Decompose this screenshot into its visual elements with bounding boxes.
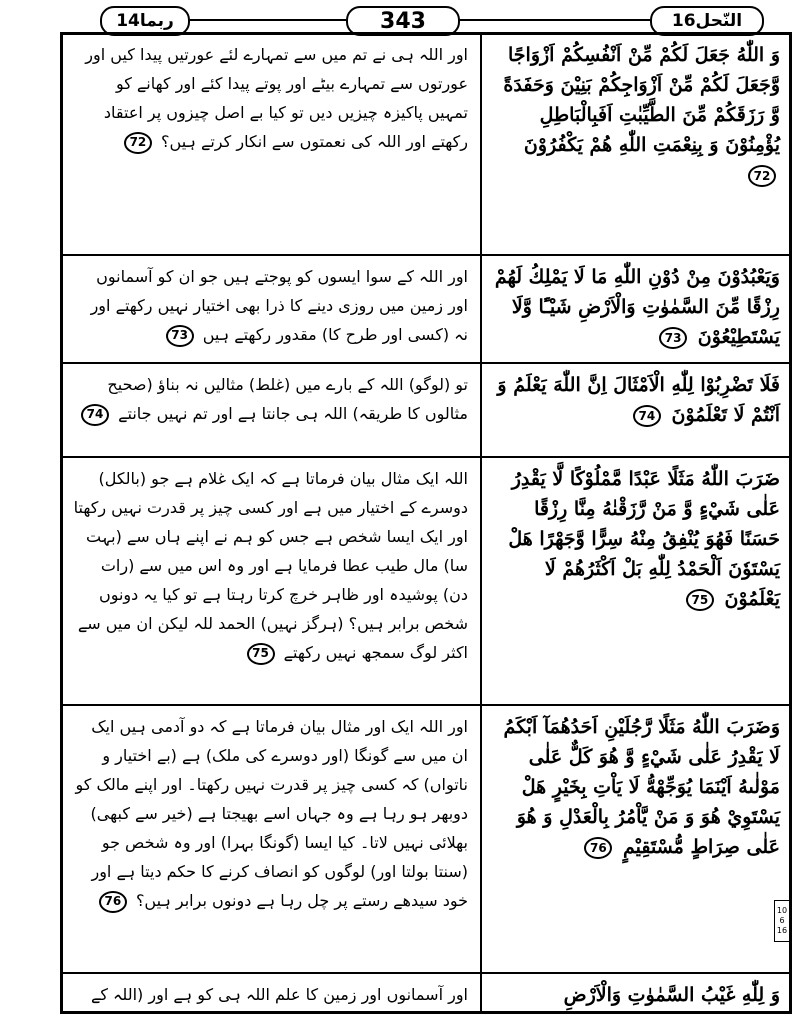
arabic-verse — [484, 706, 788, 972]
arabic-text: ضَرَبَ اللّٰهُ مَثَلًا عَبْدًا مَّمْلُوْكًا لَّا يَقْدِرُ عَلٰى شَيْءٍ وَّ مَنْ رَّزَقْنٰهُ مِنَّا رِزْقًا حَسَنًا فَهُوَ يُنْفِقُ مِنْهُ سِرًّا وَّجَهْرًا هَلْ يَسْتَوٗنَ اَلْحَمْدُ لِلّٰهِ بَلْ اَكْثَرُهُمْ لَا يَعْلَمُوْنَ — [508, 468, 780, 610]
ruku-marker-value: 10 — [776, 906, 788, 915]
surah-label: النّحل16 — [650, 6, 764, 36]
ayah-number: 74 — [633, 405, 661, 427]
arabic-verse — [484, 256, 788, 362]
arabic-text: وَ لِلّٰهِ غَيْبُ السَّمٰوٰتِ وَالْاَرْضِ — [563, 984, 780, 1006]
ruku-marker-value: 16 — [776, 926, 788, 935]
ayah-number: 74 — [81, 404, 109, 426]
para-label: ربما14 — [100, 6, 190, 36]
page-number: 343 — [346, 6, 460, 36]
urdu-text: اور آسمانوں اور زمین کا علم اللہ ہی کو ہے اور (اللہ کے — [90, 985, 468, 1004]
ayah-number: 73 — [659, 327, 687, 349]
ruku-marker — [774, 900, 790, 942]
urdu-text: اور اللہ کے سوا ایسوں کو پوجتے ہیں جو ان کو آسمانوں اور زمین میں روزی دینے کا ذرا بھی اختیار نہیں رکھتے اور نہ (کسی اور طرح کا) مقدور رکھتے ہیں — [90, 267, 468, 344]
ayah-number: 75 — [686, 589, 714, 611]
column-divider — [480, 32, 482, 1014]
urdu-translation — [64, 706, 478, 972]
urdu-translation — [64, 34, 478, 254]
urdu-translation — [64, 256, 478, 362]
ayah-number: 73 — [166, 325, 194, 347]
urdu-text: تو (لوگو) اللہ کے بارے میں (غلط) مثالیں نہ بناؤ (صحیح مثالوں کا طریقہ) اللہ ہی جانتا ہے اور تم نہیں جانتے — [107, 375, 468, 423]
arabic-verse — [484, 34, 788, 254]
arabic-text: وَيَعْبُدُوْنَ مِنْ دُوْنِ اللّٰهِ مَا لَا يَمْلِكُ لَهُمْ رِزْقًا مِّنَ السَّمٰوٰتِ وَالْاَرْضِ شَيْـًٔا وَّلَا يَسْتَطِيْعُوْنَ — [494, 266, 780, 348]
header-rule — [456, 19, 650, 21]
arabic-verse — [484, 458, 788, 704]
arabic-text: وَضَرَبَ اللّٰهُ مَثَلًا رَّجُلَيْنِ اَحَدُهُمَآ اَبْكَمُ لَا يَقْدِرُ عَلٰى شَيْءٍ وَّ هُوَ كَلٌّ عَلٰى مَوْلٰىهُ اَيْنَمَا يُوَجِّهْهُّ لَا يَاْتِ بِخَيْرٍ هَلْ يَسْتَوِيْ هُوَ وَ مَنْ يَّاْمُرُ بِالْعَدْلِ وَ هُوَ عَلٰى صِرَاطٍ مُّسْتَقِيْمٍ — [503, 716, 780, 858]
urdu-translation — [64, 364, 478, 456]
ruku-marker-value: 6 — [779, 916, 785, 925]
urdu-translation — [64, 974, 478, 1014]
ayah-number: 72 — [124, 132, 152, 154]
header-rule — [186, 19, 346, 21]
ayah-number: 76 — [99, 891, 127, 913]
arabic-verse — [484, 364, 788, 456]
urdu-text: اللہ ایک مثال بیان فرماتا ہے کہ ایک غلام ہے جو (بالکل) دوسرے کے اختیار میں ہے اور کسی چیز پر قدرت نہیں رکھتا اور ایک ایسا شخص ہے جس کو ہم نے اپنے ہاں سے (بہت سا) مال طیب عطا فرمایا ہے اور وہ اس میں سے (رات دن) پوشیدہ اور ظاہر خرچ کرتا رہتا ہے تو کیا یہ دونوں شخص برابر ہیں؟ (ہرگز نہیں) الحمد للہ لیکن ان میں سے اکثر لوگ سمجھ نہیں رکھتے — [73, 469, 468, 662]
ayah-number: 72 — [748, 165, 776, 187]
arabic-text: فَلَا تَضْرِبُوْا لِلّٰهِ الْاَمْثَالَ اِنَّ اللّٰهَ يَعْلَمُ وَ اَنْتُمْ لَا تَعْلَمُوْنَ — [497, 374, 780, 426]
urdu-text: اور اللہ ہی نے تم میں سے تمہارے لئے عورتیں پیدا کیں اور عورتوں سے تمہارے بیٹے اور پوتے پیدا کئے اور کھانے کو تمہیں پاکیزہ چیزیں دیں تو کیا بے اصل چیزوں پر اعتقاد رکھتے اور اللہ کی نعمتوں سے انکار کرتے ہیں؟ — [85, 45, 468, 151]
ayah-number: 75 — [247, 643, 275, 665]
arabic-verse — [484, 974, 788, 1014]
urdu-translation — [64, 458, 478, 704]
ayah-number: 76 — [584, 837, 612, 859]
urdu-text: اور اللہ ایک اور مثال بیان فرماتا ہے کہ دو آدمی ہیں ایک ان میں سے گونگا (اور دوسرے کی ملک) ہے (بے اختیار و ناتواں) کہ کسی چیز پر قدرت نہیں رکھتا۔ اور اپنے مالک کو دوبھر ہو رہا ہے وہ جہاں اسے بھیجتا ہے (خیر سے کبھی) بھلائی نہیں لاتا۔ کیا ایسا (گونگا بہرا) اور وہ شخص جو (سنتا بولتا اور) لوگوں کو انصاف کرنے کا حکم دیتا ہے اور خود سیدھے رستے پر چل رہا ہے دونوں برابر ہیں؟ — [75, 717, 468, 910]
arabic-text: وَ اللّٰهُ جَعَلَ لَكُمْ مِّنْ اَنْفُسِكُمْ اَزْوَاجًا وَّجَعَلَ لَكُمْ مِّنْ اَزْوَاجِكُمْ بَنِيْنَ وَحَفَدَةً وَّ رَزَقَكُمْ مِّنَ الطَّيِّبٰتِ اَفَبِالْبَاطِلِ يُؤْمِنُوْنَ وَ بِنِعْمَتِ اللّٰهِ هُمْ يَكْفُرُوْنَ — [503, 44, 780, 156]
